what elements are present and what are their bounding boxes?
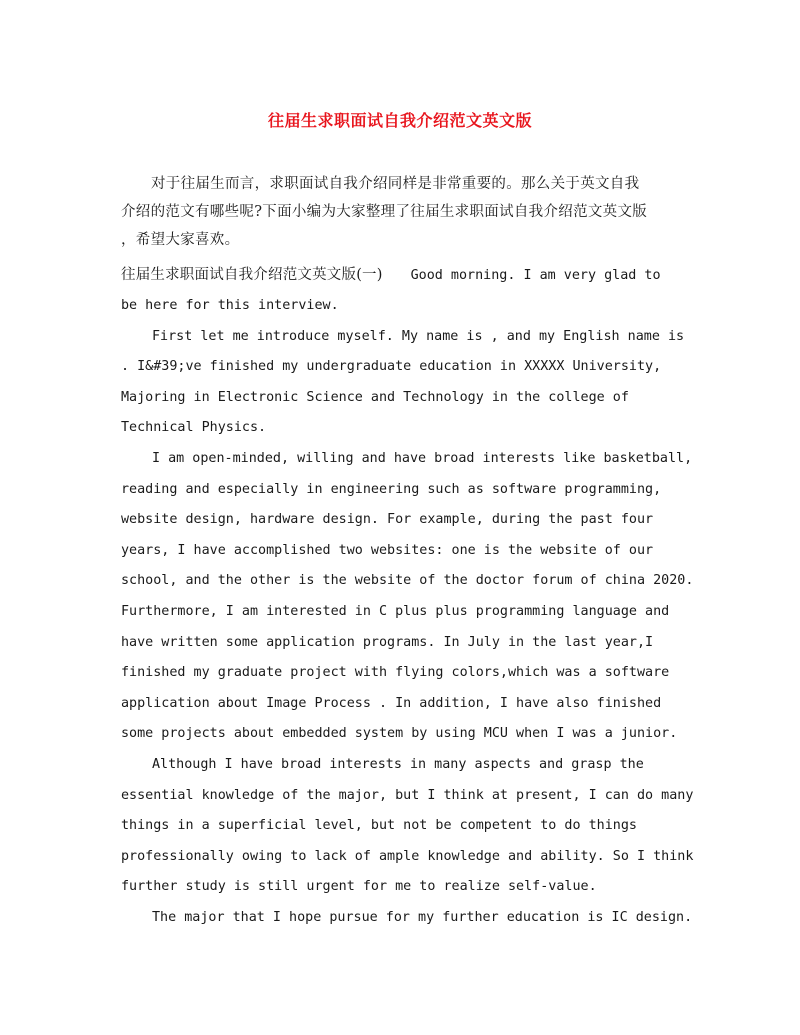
paragraph-interests: [121, 444, 694, 750]
paragraph-line: school, and the other is the website of the doctor forum of china 2020.: [121, 573, 694, 589]
section-heading: 往届生求职面试自我介绍范文英文版(一): [121, 267, 383, 283]
paragraph-line: First let me introduce myself. My name is , and my English name is: [152, 328, 685, 344]
intro-line: ，希望大家喜欢。: [121, 232, 240, 248]
paragraph-line: finished my graduate project with flying colors,which was a software: [121, 665, 670, 681]
document-body: [121, 170, 694, 933]
paragraph-knowledge: [121, 750, 694, 903]
paragraph-line: things in a superficial level, but not be competent to do things: [121, 818, 637, 834]
paragraph-line: Technical Physics.: [121, 420, 267, 436]
paragraph-line: professionally owing to lack of ample knowledge and ability. So I think: [121, 848, 694, 864]
paragraph-line: Majoring in Electronic Science and Technology in the college of: [121, 389, 629, 405]
paragraph-line: I am open-minded, willing and have broad interests like basketball,: [152, 450, 693, 466]
paragraph-line: . I&#39;ve finished my undergraduate education in XXXXX University,: [121, 359, 662, 375]
paragraph-line: website design, hardware design. For example, during the past four: [121, 512, 654, 528]
paragraph-line: have written some application programs. In July in the last year,I: [121, 634, 654, 650]
intro-line: 对于往届生而言，求职面试自我介绍同样是非常重要的。那么关于英文自我: [151, 176, 640, 192]
paragraph-line: further study is still urgent for me to realize self-value.: [121, 879, 597, 895]
paragraph-introduction: [121, 322, 685, 444]
paragraph-line: essential knowledge of the major, but I think at present, I can do many: [121, 787, 694, 803]
section-heading-line: [121, 260, 681, 291]
document-title: 往届生求职面试自我介绍范文英文版: [267, 111, 532, 130]
intro-paragraph: [121, 170, 681, 254]
intro-line: 介绍的范文有哪些呢?下面小编为大家整理了往届生求职面试自我介绍范文英文版: [121, 204, 648, 220]
paragraph-line: Although I have broad interests in many aspects and grasp the: [152, 756, 644, 772]
section-first-text: Good morning. I am very glad to: [410, 268, 661, 283]
paragraph-line: Furthermore, I am interested in C plus plus programming language and: [121, 603, 670, 619]
paragraph-line: some projects about embedded system by using MCU when I was a junior.: [121, 726, 678, 742]
paragraph-major: [121, 903, 693, 934]
paragraph-line: The major that I hope pursue for my further education is IC design.: [152, 909, 693, 925]
section-first-continuation: be here for this interview.: [121, 298, 339, 313]
paragraph-line: reading and especially in engineering such as software programming,: [121, 481, 662, 497]
paragraph-line: years, I have accomplished two websites: one is the website of our: [121, 542, 654, 558]
paragraph-line: application about Image Process . In addition, I have also finished: [121, 695, 662, 711]
